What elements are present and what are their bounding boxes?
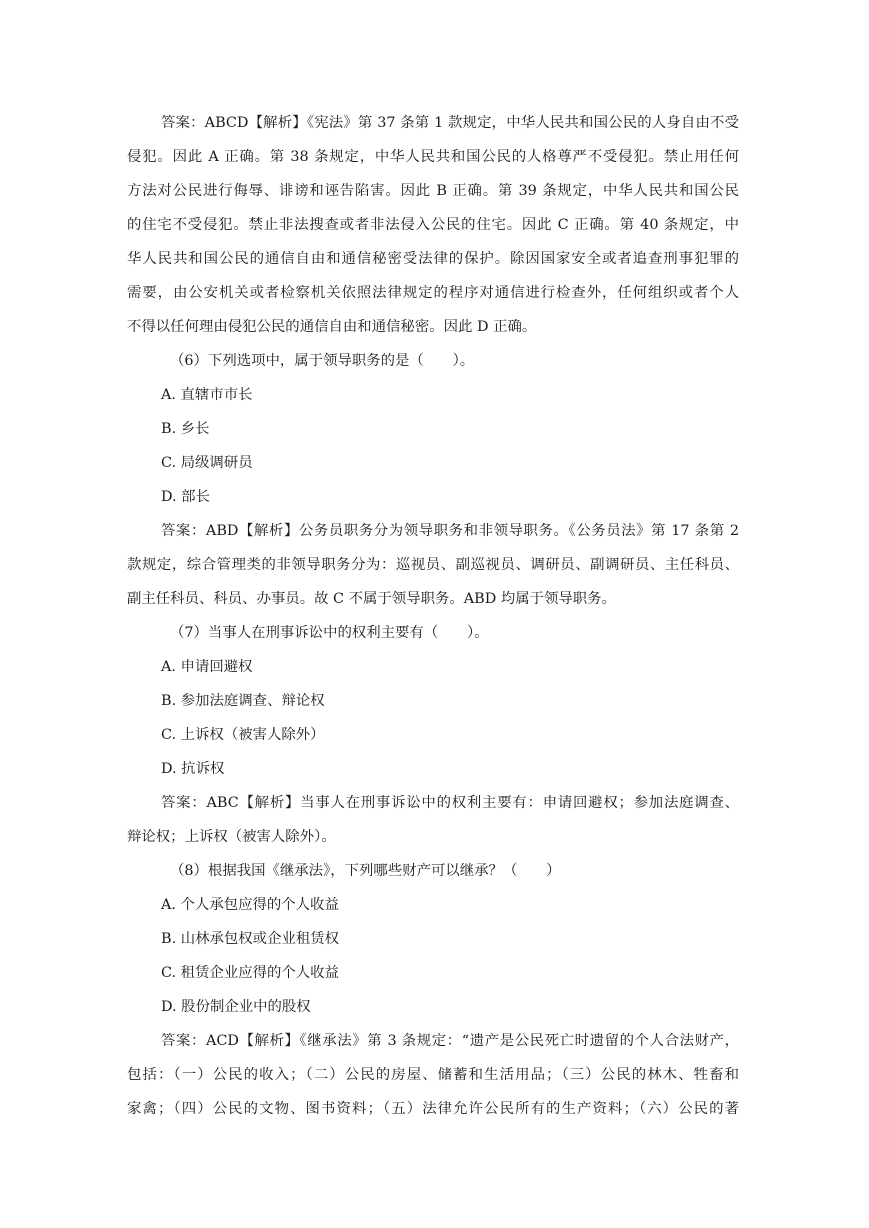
question-8-option-d: D. 股份制企业中的股权: [161, 999, 311, 1015]
answer-5-line-2: 侵犯。因此 A 正确。第 38 条规定，中华人民共和国公民的人格尊严不受侵犯。禁止用任何: [127, 149, 739, 165]
question-6: （6）下列选项中，属于领导职务的是（ ）。: [170, 353, 475, 369]
answer-7-line-2: 辩论权；上诉权（被害人除外）。: [127, 829, 336, 845]
answer-7-line-1: 答案：ABC【解析】当事人在刑事诉讼中的权利主要有：申请回避权；参加法庭调查、: [161, 795, 739, 811]
answer-5-line-6: 需要，由公安机关或者检察机关依照法律规定的程序对通信进行检查外，任何组织或者个人: [127, 285, 739, 301]
answer-8-line-2: 包括：（一）公民的收入；（二）公民的房屋、储蓄和生活用品；（三）公民的林木、牲畜和: [127, 1067, 739, 1083]
answer-6-line-2: 款规定，综合管理类的非领导职务分为：巡视员、副巡视员、调研员、副调研员、主任科员、: [127, 557, 739, 573]
answer-5-line-4: 的住宅不受侵犯。禁止非法搜查或者非法侵入公民的住宅。因此 C 正确。第 40 条规定，中: [127, 217, 739, 233]
question-6-option-b: B. 乡长: [161, 421, 210, 437]
question-6-option-d: D. 部长: [161, 489, 210, 505]
answer-8-line-1: 答案：ACD【解析】《继承法》第 3 条规定：“遗产是公民死亡时遗留的个人合法财产，: [161, 1033, 739, 1049]
answer-6-line-1: 答案：ABD【解析】公务员职务分为领导职务和非领导职务。《公务员法》第 17 条第 2: [161, 523, 739, 539]
answer-5-line-3: 方法对公民进行侮辱、诽谤和诬告陷害。因此 B 正确。第 39 条规定，中华人民共和国公民: [127, 183, 739, 199]
answer-8-line-3: 家禽；（四）公民的文物、图书资料；（五）法律允许公民所有的生产资料；（六）公民的著: [127, 1101, 739, 1117]
question-8-option-b: B. 山林承包权或企业租赁权: [161, 931, 340, 947]
question-7-option-b: B. 参加法庭调查、辩论权: [161, 693, 325, 709]
question-7-option-c: C. 上诉权（被害人除外）: [161, 727, 325, 743]
question-8-option-c: C. 租赁企业应得的个人收益: [161, 965, 339, 981]
question-7-option-d: D. 抗诉权: [161, 761, 225, 777]
answer-6-line-3: 副主任科员、科员、办事员。故 C 不属于领导职务。ABD 均属于领导职务。: [127, 591, 616, 607]
question-6-option-a: A. 直辖市市长: [161, 387, 253, 403]
question-7-option-a: A. 申请回避权: [161, 659, 253, 675]
question-6-option-c: C. 局级调研员: [161, 455, 253, 471]
answer-5-line-5: 华人民共和国公民的通信自由和通信秘密受法律的保护。除因国家安全或者追查刑事犯罪的: [127, 251, 739, 267]
answer-5-line-7: 不得以任何理由侵犯公民的通信自由和通信秘密。因此 D 正确。: [127, 319, 537, 335]
document-page: [127, 106, 739, 1126]
answer-5-line-1: 答案：ABCD【解析】《宪法》第 37 条第 1 款规定，中华人民共和国公民的人身自由不受: [161, 115, 739, 131]
question-8: （8）根据我国《继承法》，下列哪些财产可以继承？（ ）: [170, 863, 561, 879]
question-8-option-a: A. 个人承包应得的个人收益: [161, 897, 339, 913]
question-7: （7）当事人在刑事诉讼中的权利主要有（ ）。: [170, 625, 489, 641]
